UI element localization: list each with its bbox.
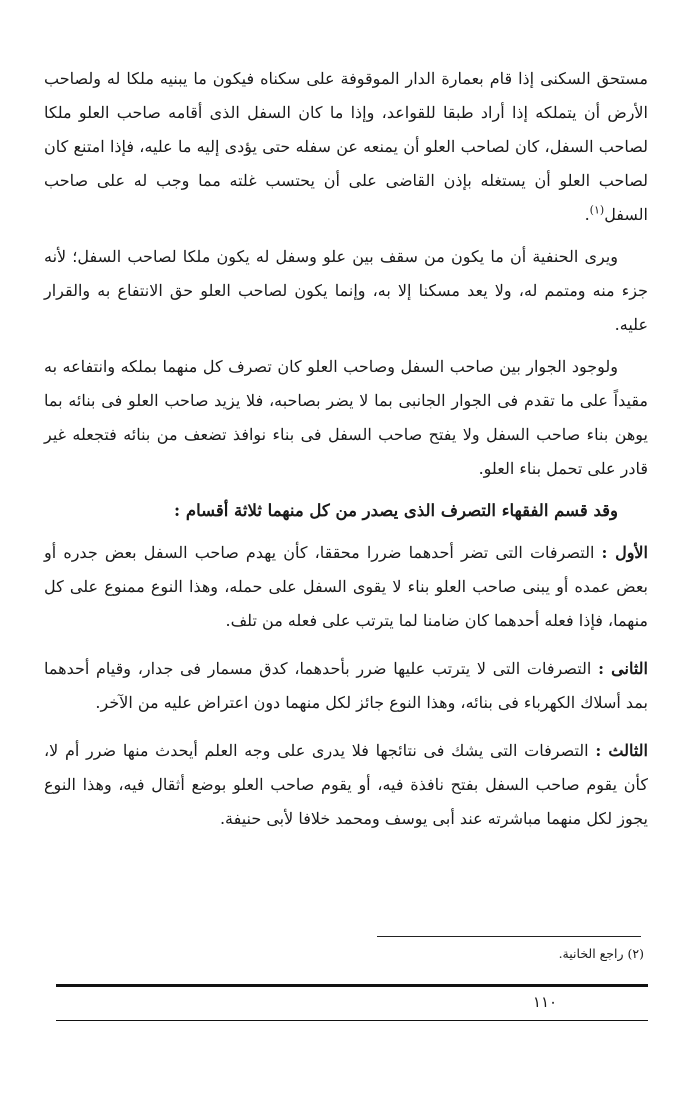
- paragraph-2: ويرى الحنفية أن ما يكون من سقف بين علو وسفل له يكون ملكا لصاحب السفل؛ لأنه جزء منه ومتمم له، ولا يعد مسكنا إلا به، وإنما يكون لصاحب العلو حق الانتفاع به والقرار عليه.: [44, 247, 648, 334]
- footer-rule-bottom: [56, 1020, 648, 1021]
- page-body: [44, 62, 648, 836]
- first-type-lead: الأول :: [601, 543, 648, 562]
- first-type-text: التصرفات التى تضر أحدهما ضررا محققا، كأن يهدم صاحب السفل بعض جدره أو بعض عمده أو يبنى صاحب العلو بناء لا يقوى السفل على حمله، وهذا النوع ممنوع على كل منهما، فإذا فعله أحدهما كان ضامنا لما يترتب على فعله من تلف.: [44, 543, 648, 630]
- second-type-text: التصرفات التى لا يترتب عليها ضرر بأحدهما، كدق مسمار فى جدار، وقيام أحدهما بمد أسلاك الكهرباء فى بنائه، وهذا النوع جائز لكل منهما دون اعتراض عليه من الآخر.: [44, 659, 648, 712]
- footnote-divider: [377, 936, 641, 937]
- paragraph-1-end: .: [584, 205, 590, 224]
- third-type-text: التصرفات التى يشك فى نتائجها فلا يدرى على وجه العلم أيحدث منها ضرر أم لا، كأن يقوم صاحب السفل بفتح نافذة فيه، أو يقوم صاحب العلو بوضع أثقال فيه، وهذا النوع يجوز لكل منهما مباشرته عند أبى يوسف ومحمد خلافا لأبى حنيفة.: [44, 741, 648, 828]
- footnote-reference: (١): [589, 203, 605, 217]
- footnote: (٢) راجع الخانية.: [558, 946, 644, 961]
- paragraph-first-type: [44, 536, 648, 638]
- second-type-lead: الثانى :: [598, 659, 648, 678]
- footer-rule-top: [56, 984, 648, 987]
- paragraph-third-type: [44, 734, 648, 836]
- third-type-lead: الثالث :: [595, 741, 648, 760]
- paragraph-3: ولوجود الجوار بين صاحب السفل وصاحب العلو كان تصرف كل منهما بملكه وانتفاعه به مقيداً على ما تقدم فى الجوار الجانبى بما لا يضر بصاحبه، فلا يزيد صاحب العلو فى بنائه بما يوهن بناء صاحب السفل ولا يفتح صاحب السفل فى بناء نوافذ تضعف من بنائه فتجعله غير قادر على تحمل بناء العلو.: [44, 357, 648, 478]
- paragraph-1-text: مستحق السكنى إذا قام بعمارة الدار الموقوفة على سكناه فيكون ما يبنيه ملكا له ولصاحب الأرض أن يتملكه إذا أراد طبقا للقواعد، وإذا ما كان السفل الذى أقامه صاحب العلو ملكا لصاحب السفل، كان لصاحب العلو أن يمنعه عن سفله حتى يؤدى إليه ما عليه، فإذا امتنع كان لصاحب العلو أن يستغله بإذن القاضى على أن يحتسب غلته مما وجب له على صاحب السفل: [44, 69, 649, 224]
- paragraph-1: [44, 62, 648, 232]
- section-heading: وقد قسم الفقهاء التصرف الذى يصدر من كل منهما ثلاثة أقسام :: [174, 501, 618, 520]
- page-number: ١١٠: [532, 993, 558, 1011]
- paragraph-second-type: [44, 652, 648, 720]
